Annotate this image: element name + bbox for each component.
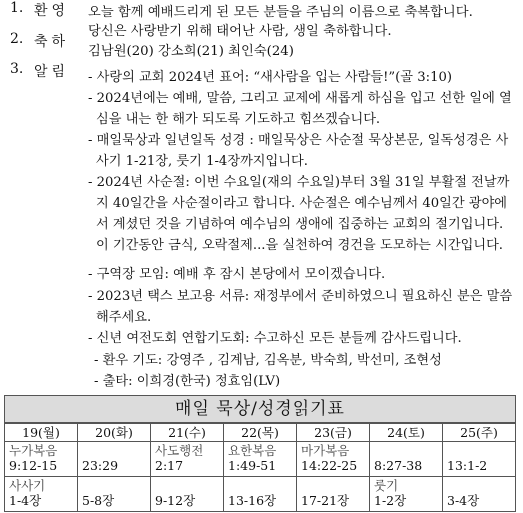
meditation-cell <box>5 442 78 477</box>
meditation-cell <box>224 442 297 477</box>
meditation-cell <box>443 442 516 477</box>
cell-chapters: 9-12장 <box>155 493 196 508</box>
cell-chapters: 5-8장 <box>82 493 115 508</box>
announcement-year-goal: - 2024년에는 예배, 말씀, 그리고 교제에 새롭게 하심을 입고 선한 일에 열심을 내는 한 해가 되도록 기도하고 힘쓰겠습니다. <box>88 88 516 130</box>
announcement-womens-prayer: - 신년 여전도회 연합기도회: 수고하신 모든 분들께 감사드립니다. <box>88 328 516 349</box>
reading-table <box>4 423 516 512</box>
cell-book <box>301 479 369 492</box>
meditation-cell <box>370 442 443 477</box>
announcement-lent: - 2024년 사순절: 이번 수요일(재의 수요일)부터 3월 31일 부활절 전날까지 40일간을 사순절이라고 합니다. 사순절은 예수님께서 40일간 광야에서 계셨던 것을 기념하여 예수님의 생애에 집중하는 교회의 절기입니다. 이 기간동안 금식, 오락절제...을 실천하여 경건을 도모하는 시간입니다. <box>88 172 516 256</box>
cell-book <box>374 444 442 457</box>
cell-book <box>82 479 150 492</box>
welcome-label: 환영 <box>34 3 70 19</box>
announcement-daily-reading: - 매일묵상과 일년일독 성경 : 매일묵상은 사순절 묵상본문, 일독성경은 사사기 1-21장, 룻기 1-4장까지입니다. <box>88 130 516 172</box>
header-day: 25(주) <box>443 424 516 442</box>
header-day: 24(토) <box>370 424 443 442</box>
cell-chapters: 1-2장 <box>374 493 407 508</box>
cell-book <box>228 479 296 492</box>
cell-chapters: 2:17 <box>155 458 184 473</box>
cell-book: 룻기 <box>374 478 399 493</box>
announcement-motto: - 사랑의 교회 2024년 표어: “새사람을 입는 사람들!”(골 3:10) <box>88 67 516 88</box>
cell-chapters: 1-4장 <box>9 493 42 508</box>
announcement-tax-documents: - 2023년 택스 보고용 서류: 재정부에서 준비하였으니 필요하신 분은 말씀해주세요. <box>88 286 516 328</box>
cell-chapters: 23:29 <box>82 458 119 473</box>
header-day: 22(목) <box>224 424 297 442</box>
cell-chapters: 14:22-25 <box>301 458 358 473</box>
cell-chapters: 1:49-51 <box>228 458 277 473</box>
cell-book <box>447 444 515 457</box>
announcements-number: 3. <box>10 61 24 77</box>
table-row <box>5 477 516 512</box>
cell-chapters: 8:27-38 <box>374 458 423 473</box>
congrats-line1: 당신은 사랑받기 위해 태어난 사람, 생일 축하합니다. <box>88 24 392 39</box>
cell-book: 사도행전 <box>155 443 204 458</box>
cell-chapters: 13-16장 <box>228 493 277 508</box>
reading-cell <box>297 477 370 512</box>
announcement-travel: - 출타: 이희경(한국) 정효임(LV) <box>94 370 280 389</box>
reading-cell <box>151 477 224 512</box>
cell-chapters: 17-21장 <box>301 493 350 508</box>
cell-chapters: 13:1-2 <box>447 458 488 473</box>
announcement-district-leaders: - 구역장 모임: 예배 후 잠시 본당에서 모이겠습니다. <box>88 264 516 285</box>
cell-book: 요한복음 <box>228 443 277 458</box>
meditation-cell <box>78 442 151 477</box>
reading-cell <box>370 477 443 512</box>
reading-cell <box>443 477 516 512</box>
cell-book <box>447 479 515 492</box>
cell-book: 누가복음 <box>9 443 58 458</box>
reading-cell <box>78 477 151 512</box>
header-day: 20(화) <box>78 424 151 442</box>
cell-book: 마가복음 <box>301 443 350 458</box>
congrats-names: 김남원(20) 강소희(21) 최인숙(24) <box>88 44 294 59</box>
welcome-text: 오늘 함께 예배드리게 된 모든 분들을 주님의 이름으로 축복합니다. <box>88 5 473 20</box>
meditation-cell <box>297 442 370 477</box>
cell-book: 사사기 <box>9 478 46 493</box>
cell-book <box>82 444 150 457</box>
announcement-prayer-list: - 환우 기도: 강영주 , 김계남, 김옥분, 박숙희, 박선미, 조현성 <box>94 349 442 368</box>
header-day: 21(수) <box>151 424 224 442</box>
cell-chapters: 9:12-15 <box>9 458 58 473</box>
table-row <box>5 442 516 477</box>
header-day: 19(월) <box>5 424 78 442</box>
announcements-label: 알림 <box>34 64 70 80</box>
cell-chapters: 3-4장 <box>447 493 480 508</box>
table-header-row <box>5 424 516 442</box>
congrats-label: 축하 <box>34 34 70 50</box>
reading-cell <box>5 477 78 512</box>
meditation-cell <box>151 442 224 477</box>
congrats-number: 2. <box>10 31 24 47</box>
cell-book <box>155 479 223 492</box>
reading-table-title: 매일 묵상/성경읽기표 <box>4 395 516 423</box>
welcome-number: 1. <box>10 0 24 16</box>
header-day: 23(금) <box>297 424 370 442</box>
reading-cell <box>224 477 297 512</box>
